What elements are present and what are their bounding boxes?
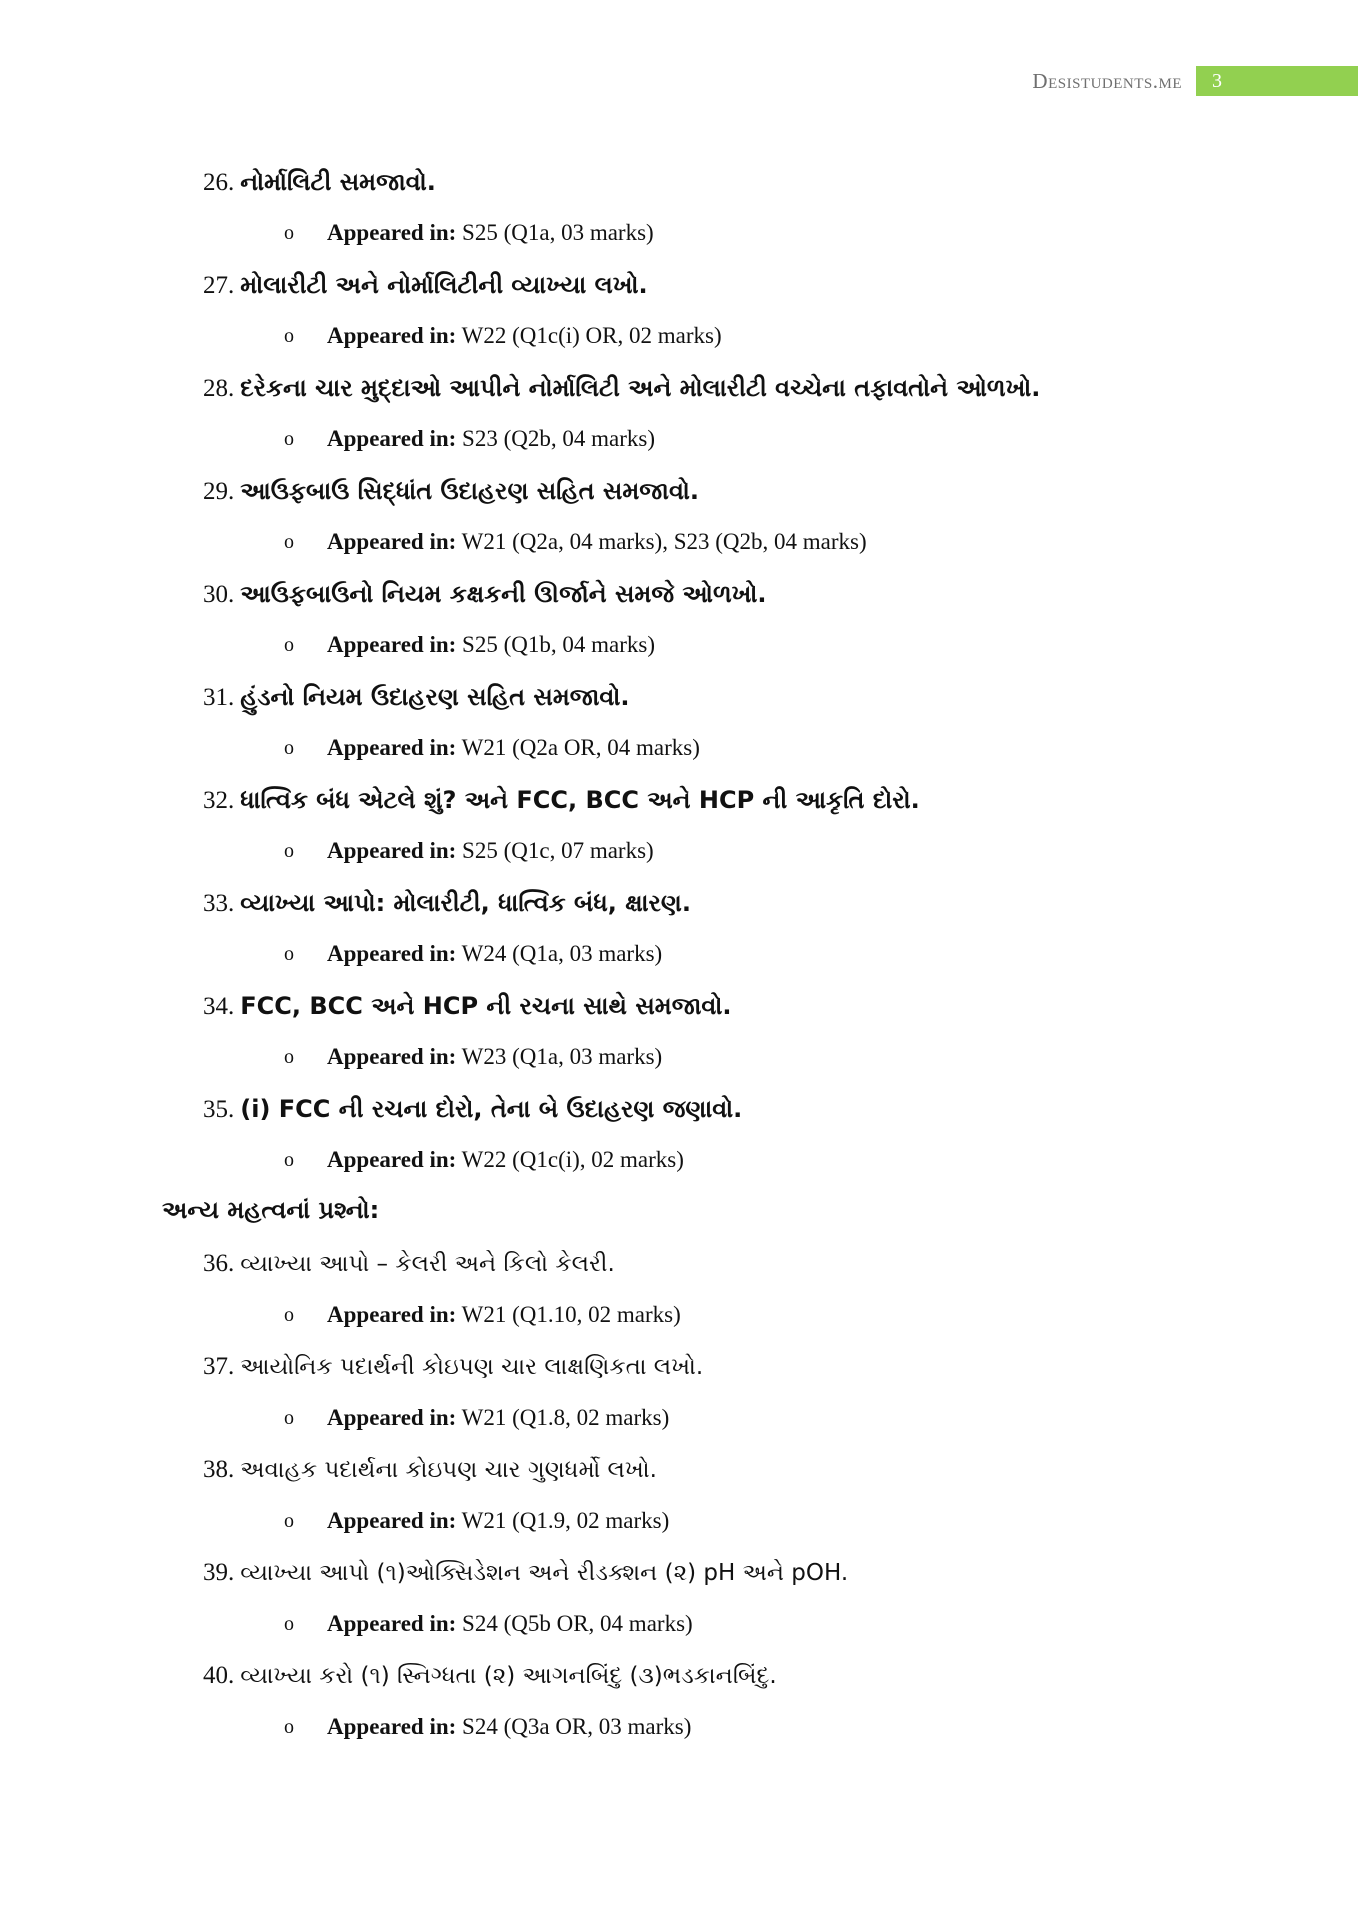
page-header <box>1032 66 1358 96</box>
section-heading: અન્ય મહત્વનાં પ્રશ્નો: <box>162 1196 380 1224</box>
appeared-in-item <box>284 527 867 557</box>
question-text: વ્યાખ્યા આપો – કેલરી અને કિલો કેલરી. <box>240 1251 615 1277</box>
appeared-in-item <box>284 218 654 248</box>
appeared-in-item <box>284 1300 681 1330</box>
appeared-label: Appeared in: <box>327 1405 457 1430</box>
question-item <box>203 578 767 611</box>
appeared-value: W22 (Q1c(i) OR, 02 marks) <box>461 323 722 348</box>
appeared-label: Appeared in: <box>327 323 457 348</box>
question-number: 26. <box>203 169 235 196</box>
question-number: 33. <box>203 890 235 917</box>
question-number: 37. <box>203 1353 235 1380</box>
bullet-icon: o <box>284 1407 294 1429</box>
question-item <box>203 372 1040 405</box>
question-item <box>203 1660 777 1692</box>
question-number: 35. <box>203 1096 235 1123</box>
question-item <box>203 887 691 920</box>
bullet-icon: o <box>284 1304 294 1326</box>
appeared-value: W21 (Q1.9, 02 marks) <box>461 1508 670 1533</box>
appeared-value: W21 (Q1.10, 02 marks) <box>461 1302 681 1327</box>
question-number: 39. <box>203 1559 235 1586</box>
question-item <box>203 1248 615 1280</box>
appeared-label: Appeared in: <box>327 220 457 245</box>
appeared-label: Appeared in: <box>327 941 457 966</box>
appeared-value: W22 (Q1c(i), 02 marks) <box>461 1147 684 1172</box>
appeared-label: Appeared in: <box>327 1044 457 1069</box>
question-text: દરેકના ચાર મુદ્દાઓ આપીને નોર્માલિટી અને મોલારીટી વચ્ચેના તફાવતોને ઓળખો. <box>240 374 1041 402</box>
question-number: 31. <box>203 684 235 711</box>
bullet-icon: o <box>284 1046 294 1068</box>
appeared-label: Appeared in: <box>327 632 457 657</box>
appeared-in-item <box>284 1042 662 1072</box>
appeared-label: Appeared in: <box>327 426 457 451</box>
question-item <box>203 1454 657 1486</box>
question-text: વ્યાખ્યા આપો (૧)ઓક્સિડેશન અને રીડક્શન (૨) pH અને pOH. <box>240 1560 849 1586</box>
question-item <box>203 1093 742 1126</box>
question-item <box>203 1351 703 1383</box>
question-number: 28. <box>203 375 235 402</box>
question-item <box>203 681 630 714</box>
bullet-icon: o <box>284 1510 294 1532</box>
question-text: વ્યાખ્યા કરો (૧) સ્નિગ્ધતા (૨) આગનબિંદુ (૩)ભડકાનબિંદુ. <box>240 1663 777 1689</box>
bullet-icon: o <box>284 325 294 347</box>
appeared-in-item <box>284 836 654 866</box>
bullet-icon: o <box>284 634 294 656</box>
appeared-label: Appeared in: <box>327 1302 457 1327</box>
question-text: (i) FCC ની રચના દોરો, તેના બે ઉદાહરણ જણાવો. <box>240 1095 743 1123</box>
site-name: Desistudents.me <box>1032 68 1182 93</box>
question-number: 36. <box>203 1250 235 1277</box>
appeared-value: W24 (Q1a, 03 marks) <box>461 941 663 966</box>
appeared-label: Appeared in: <box>327 529 457 554</box>
question-text: મોલારીટી અને નોર્માલિટીની વ્યાખ્યા લખો. <box>240 271 648 299</box>
appeared-label: Appeared in: <box>327 1611 457 1636</box>
appeared-in-item <box>284 939 662 969</box>
question-number: 32. <box>203 787 235 814</box>
appeared-label: Appeared in: <box>327 1147 457 1172</box>
bullet-icon: o <box>284 840 294 862</box>
appeared-in-item <box>284 1145 684 1175</box>
bullet-icon: o <box>284 1613 294 1635</box>
question-number: 30. <box>203 581 235 608</box>
question-text: નોર્માલિટી સમજાવો. <box>240 168 436 196</box>
question-number: 40. <box>203 1662 235 1689</box>
bullet-icon: o <box>284 428 294 450</box>
appeared-in-item <box>284 1609 693 1639</box>
question-number: 34. <box>203 993 235 1020</box>
question-item <box>203 475 699 508</box>
question-text: ધાત્વિક બંધ એટલે શું? અને FCC, BCC અને HCP ની આકૃતિ દોરો. <box>240 786 920 814</box>
question-text: અવાહક પદાર્થના કોઇપણ ચાર ગુણધર્મો લખો. <box>240 1457 657 1483</box>
appeared-value: S25 (Q1c, 07 marks) <box>462 838 654 863</box>
appeared-label: Appeared in: <box>327 1508 457 1533</box>
question-text: આયોનિક પદાર્થની કોઇપણ ચાર લાક્ષણિકતા લખો. <box>240 1354 704 1380</box>
question-item <box>203 990 731 1023</box>
appeared-in-item <box>284 1403 669 1433</box>
appeared-value: W21 (Q2a OR, 04 marks) <box>461 735 700 760</box>
page-number: 3 <box>1196 66 1358 96</box>
question-text: આઉફબાઉનો નિયમ કક્ષકની ઊર્જાને સમજે ઓળખો. <box>240 580 767 608</box>
appeared-value: W23 (Q1a, 03 marks) <box>461 1044 663 1069</box>
appeared-value: W21 (Q1.8, 02 marks) <box>461 1405 670 1430</box>
bullet-icon: o <box>284 222 294 244</box>
appeared-in-item <box>284 321 722 351</box>
appeared-value: W21 (Q2a, 04 marks), S23 (Q2b, 04 marks) <box>461 529 867 554</box>
appeared-label: Appeared in: <box>327 838 457 863</box>
appeared-in-item <box>284 424 655 454</box>
bullet-icon: o <box>284 1149 294 1171</box>
appeared-label: Appeared in: <box>327 735 457 760</box>
appeared-label: Appeared in: <box>327 1714 457 1739</box>
appeared-in-item <box>284 733 700 763</box>
question-text: FCC, BCC અને HCP ની રચના સાથે સમજાવો. <box>240 992 732 1020</box>
appeared-in-item <box>284 1506 669 1536</box>
bullet-icon: o <box>284 531 294 553</box>
appeared-value: S25 (Q1a, 03 marks) <box>462 220 654 245</box>
question-number: 29. <box>203 478 235 505</box>
bullet-icon: o <box>284 1716 294 1738</box>
bullet-icon: o <box>284 943 294 965</box>
appeared-in-item <box>284 1712 691 1742</box>
appeared-in-item <box>284 630 655 660</box>
question-item <box>203 269 648 302</box>
appeared-value: S24 (Q5b OR, 04 marks) <box>462 1611 693 1636</box>
appeared-value: S24 (Q3a OR, 03 marks) <box>462 1714 692 1739</box>
question-number: 27. <box>203 272 235 299</box>
question-number: 38. <box>203 1456 235 1483</box>
appeared-value: S23 (Q2b, 04 marks) <box>462 426 655 451</box>
question-item <box>203 784 920 817</box>
question-text: આઉફબાઉ સિદ્ધાંત ઉદાહરણ સહિત સમજાવો. <box>240 477 700 505</box>
question-item <box>203 166 436 199</box>
bullet-icon: o <box>284 737 294 759</box>
question-text: હુંડનો નિયમ ઉદાહરણ સહિત સમજાવો. <box>240 683 630 711</box>
question-item <box>203 1557 848 1589</box>
question-text: વ્યાખ્યા આપો: મોલારીટી, ધાત્વિક બંધ, ક્ષારણ. <box>240 889 691 917</box>
appeared-value: S25 (Q1b, 04 marks) <box>462 632 655 657</box>
